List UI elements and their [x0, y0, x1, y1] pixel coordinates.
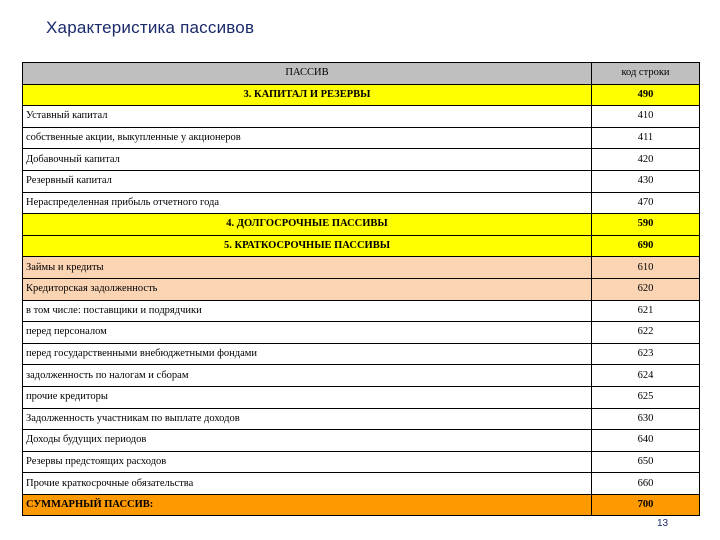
row-name-cell: 4. ДОЛГОСРОЧНЫЕ ПАССИВЫ	[23, 214, 592, 236]
row-code-cell: 590	[592, 214, 700, 236]
table-row	[23, 408, 700, 430]
row-code-cell: 420	[592, 149, 700, 171]
table-row	[23, 451, 700, 473]
row-code-cell: 410	[592, 106, 700, 128]
table-row	[23, 300, 700, 322]
slide-title: Характеристика пассивов	[46, 18, 255, 37]
row-name-cell: Резервы предстоящих расходов	[23, 451, 592, 473]
table-row	[23, 127, 700, 149]
table-row	[23, 214, 700, 236]
row-code-cell: 610	[592, 257, 700, 279]
table-header-row	[23, 63, 700, 85]
row-code-cell: 621	[592, 300, 700, 322]
row-code-cell: 624	[592, 365, 700, 387]
row-code-cell: 650	[592, 451, 700, 473]
table-row	[23, 365, 700, 387]
table-row	[23, 235, 700, 257]
table-row	[23, 84, 700, 106]
row-code-cell: 620	[592, 278, 700, 300]
page-number: 13	[657, 518, 669, 529]
row-name-cell: перед персоналом	[23, 322, 592, 344]
table-row	[23, 149, 700, 171]
header-liability-cell: ПАССИВ	[23, 63, 592, 85]
row-name-cell: Кредиторская задолженность	[23, 278, 592, 300]
row-code-cell: 490	[592, 84, 700, 106]
table-row	[23, 343, 700, 365]
table-row	[23, 170, 700, 192]
row-name-cell: Доходы будущих периодов	[23, 430, 592, 452]
row-code-cell: 660	[592, 473, 700, 495]
row-code-cell: 630	[592, 408, 700, 430]
row-name-cell: прочие кредиторы	[23, 386, 592, 408]
row-name-cell: Нераспределенная прибыль отчетного года	[23, 192, 592, 214]
row-name-cell: 3. КАПИТАЛ И РЕЗЕРВЫ	[23, 84, 592, 106]
row-name-cell: перед государственными внебюджетными фондами	[23, 343, 592, 365]
row-code-cell: 470	[592, 192, 700, 214]
row-name-cell: Задолженность участникам по выплате доходов	[23, 408, 592, 430]
row-code-cell: 430	[592, 170, 700, 192]
table-row	[23, 473, 700, 495]
row-code-cell: 700	[592, 494, 700, 516]
row-name-cell: собственные акции, выкупленные у акционеров	[23, 127, 592, 149]
table-row	[23, 494, 700, 516]
row-code-cell: 623	[592, 343, 700, 365]
table-row	[23, 430, 700, 452]
row-name-cell: задолженность по налогам и сборам	[23, 365, 592, 387]
row-name-cell: СУММАРНЫЙ ПАССИВ:	[23, 494, 592, 516]
table-row	[23, 192, 700, 214]
table-row	[23, 106, 700, 128]
row-name-cell: Прочие краткосрочные обязательства	[23, 473, 592, 495]
table-row	[23, 386, 700, 408]
row-code-cell: 622	[592, 322, 700, 344]
table-row	[23, 257, 700, 279]
liabilities-table	[22, 62, 700, 516]
table-body	[23, 63, 700, 516]
row-name-cell: Уставный капитал	[23, 106, 592, 128]
row-code-cell: 625	[592, 386, 700, 408]
table-row	[23, 278, 700, 300]
row-code-cell: 411	[592, 127, 700, 149]
row-code-cell: 690	[592, 235, 700, 257]
row-name-cell: 5. КРАТКОСРОЧНЫЕ ПАССИВЫ	[23, 235, 592, 257]
row-name-cell: Резервный капитал	[23, 170, 592, 192]
table-row	[23, 322, 700, 344]
row-name-cell: Займы и кредиты	[23, 257, 592, 279]
row-name-cell: в том числе: поставщики и подрядчики	[23, 300, 592, 322]
header-code-cell: код строки	[592, 63, 700, 85]
row-code-cell: 640	[592, 430, 700, 452]
row-name-cell: Добавочный капитал	[23, 149, 592, 171]
